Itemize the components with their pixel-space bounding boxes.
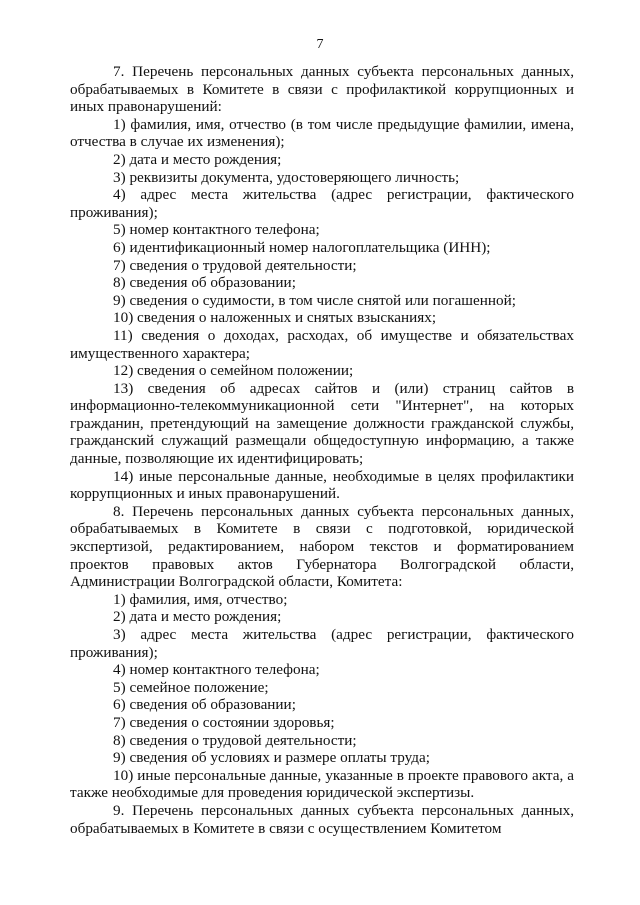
list-item: 9) сведения об условиях и размере оплаты труда; <box>113 749 430 767</box>
section-9-heading: 9. Перечень персональных данных субъекта персональных данных, обрабатываемых в Комитете в связи с осуществлением Комитетом <box>70 801 574 837</box>
list-item: 14) иные персональные данные, необходимые в целях профилактики коррупционных и иных правонарушений. <box>70 467 574 503</box>
list-item: 4) номер контактного телефона; <box>113 661 320 679</box>
list-item: 2) дата и место рождения; <box>113 150 282 168</box>
page-number: 7 <box>316 37 324 52</box>
list-item: 11) сведения о доходах, расходах, об имуществе и обязательствах имущественного характера; <box>70 326 574 362</box>
list-item: 1) фамилия, имя, отчество (в том числе предыдущие фамилии, имена, отчества в случае их изменения); <box>70 115 574 151</box>
list-item: 10) иные персональные данные, указанные в проекте правового акта, а также необходимые для проведения юридической экспертизы. <box>70 766 574 802</box>
list-item: 8) сведения о трудовой деятельности; <box>113 731 357 749</box>
list-item: 4) адрес места жительства (адрес регистрации, фактического проживания); <box>70 186 574 221</box>
list-item: 10) сведения о наложенных и снятых взысканиях; <box>113 309 437 327</box>
list-item: 2) дата и место рождения; <box>113 608 282 626</box>
list-item: 9) сведения о судимости, в том числе снятой или погашенной; <box>113 291 516 309</box>
document-body <box>70 63 574 837</box>
list-item: 6) сведения об образовании; <box>113 696 296 714</box>
list-item: 7) сведения о состоянии здоровья; <box>113 713 335 731</box>
list-item: 5) номер контактного телефона; <box>113 221 320 239</box>
list-item: 6) идентификационный номер налогоплательщика (ИНН); <box>113 238 491 256</box>
section-7-heading: 7. Перечень персональных данных субъекта персональных данных, обрабатываемых в Комитете в связи с профилактикой коррупционных и иных правонарушений: <box>70 63 574 116</box>
list-item: 3) адрес места жительства (адрес регистрации, фактического проживания); <box>70 626 574 661</box>
list-item: 7) сведения о трудовой деятельности; <box>113 256 357 274</box>
list-item: 13) сведения об адресах сайтов и (или) страниц сайтов в информационно-телекоммуникационной сети "Интернет", на которых гражданин, претендующий на замещение должности гражданской службы, гражданский служащий размещали общедоступную информацию, а также данные, позволяющие их идентифицировать; <box>70 379 574 468</box>
list-item: 3) реквизиты документа, удостоверяющего личность; <box>113 168 460 186</box>
list-item: 8) сведения об образовании; <box>113 274 296 292</box>
list-item: 1) фамилия, имя, отчество; <box>113 590 288 608</box>
list-item: 12) сведения о семейном положении; <box>113 362 354 380</box>
list-item: 5) семейное положение; <box>113 678 269 696</box>
section-8-heading: 8. Перечень персональных данных субъекта персональных данных, обрабатываемых в Комитете в связи с подготовкой, юридической экспертизой, редактированием, набором текстов и форматированием проектов правовых актов Губернатора Волгоградской области, Администрации Волгоградской области, Комитета: <box>70 502 574 591</box>
